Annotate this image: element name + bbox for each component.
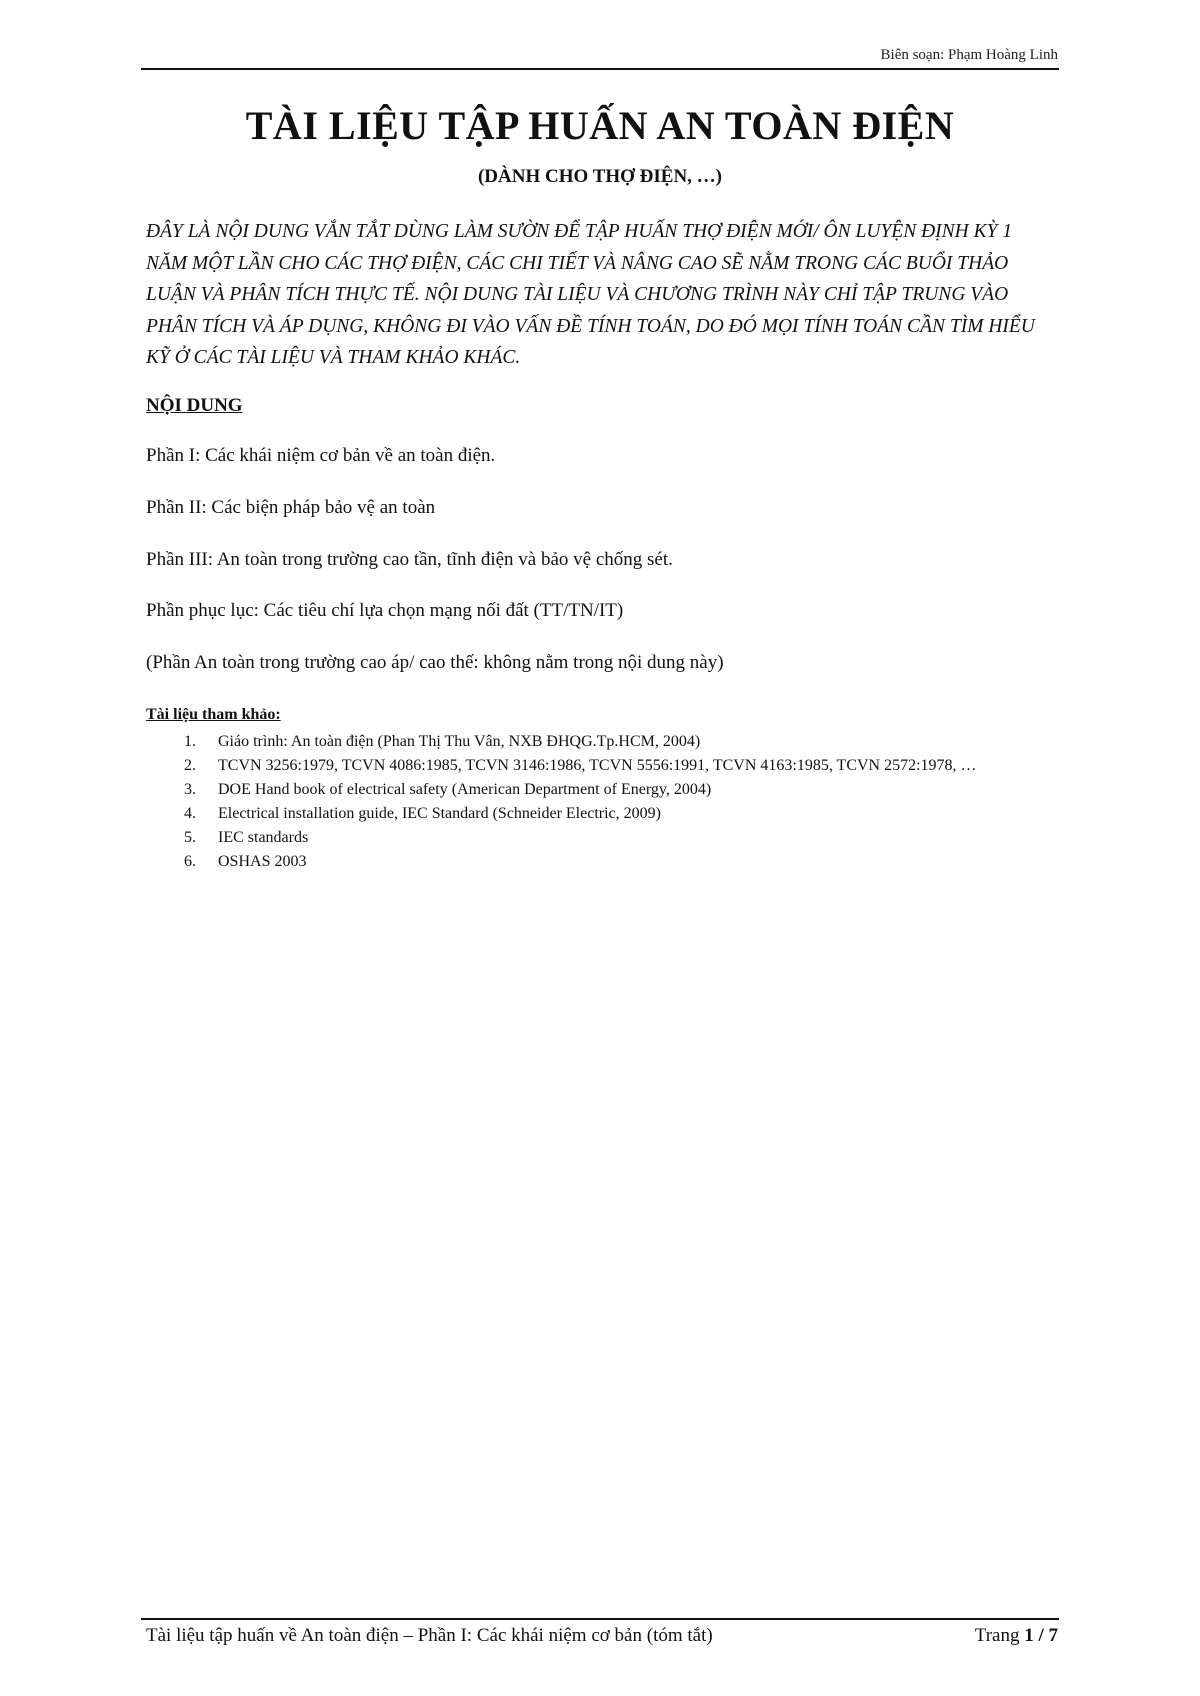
page-separator: /: [1038, 1625, 1044, 1646]
intro-paragraph: ĐÂY LÀ NỘI DUNG VẮN TẮT DÙNG LÀM SƯỜN ĐỂ TẬP HUẤN THỢ ĐIỆN MỚI/ ÔN LUYỆN ĐỊNH KỲ 1 NĂM MỘT LẦN CHO CÁC THỢ ĐIỆN, CÁC CHI TIẾT VÀ NÂNG CAO SẼ NẰM TRONG CÁC BUỔI THẢO LUẬN VÀ PHÂN TÍCH THỰC TẾ. NỘI DUNG TÀI LIỆU VÀ CHƯƠNG TRÌNH NÀY CHỈ TẬP TRUNG VÀO PHÂN TÍCH VÀ ÁP DỤNG, KHÔNG ĐI VÀO VẤN ĐỀ TÍNH TOÁN, DO ĐÓ MỌI TÍNH TOÁN CẦN TÌM HIỂU KỸ Ở CÁC TÀI LIỆU VÀ THAM KHẢO KHÁC.: [146, 221, 1035, 368]
header-divider: [141, 68, 1059, 70]
reference-text: DOE Hand book of electrical safety (American Department of Energy, 2004): [218, 781, 712, 798]
reference-text: Giáo trình: An toàn điện (Phan Thị Thu Vân, NXB ĐHQG.Tp.HCM, 2004): [218, 733, 701, 750]
document-title: TÀI LIỆU TẬP HUẤN AN TOÀN ĐIỆN: [245, 103, 955, 148]
contents-heading: NỘI DUNG: [146, 395, 243, 416]
page-prefix: Trang: [974, 1625, 1020, 1646]
reference-item: [146, 730, 996, 754]
references-list: [146, 730, 996, 874]
current-page: 1: [1024, 1625, 1034, 1646]
reference-text: IEC standards: [218, 829, 309, 846]
reference-item: [146, 850, 996, 874]
contents-item-part-2: Phần II: Các biện pháp bảo vệ an toàn: [146, 497, 436, 518]
document-subtitle: (DÀNH CHO THỢ ĐIỆN, …): [477, 166, 723, 187]
reference-text: TCVN 3256:1979, TCVN 4086:1985, TCVN 3146:1986, TCVN 5556:1991, TCVN 4163:1985, TCVN 2572:1978, …: [218, 757, 977, 774]
reference-item: [146, 778, 996, 802]
contents-item-note: (Phần An toàn trong trường cao áp/ cao thế: không nằm trong nội dung này): [146, 652, 724, 673]
reference-number: 1.: [184, 733, 196, 750]
footer-divider: [141, 1618, 1059, 1620]
reference-number: 6.: [184, 853, 196, 870]
footer-document-title: Tài liệu tập huấn về An toàn điện – Phần I: Các khái niệm cơ bản (tóm tắt): [146, 1625, 713, 1646]
reference-number: 2.: [184, 757, 196, 774]
total-pages: 7: [1048, 1625, 1058, 1646]
reference-item: [146, 754, 996, 778]
contents-item-part-1: Phần I: Các khái niệm cơ bản về an toàn điện.: [146, 445, 496, 466]
header-author: Biên soạn: Phạm Hoàng Linh: [880, 47, 1058, 63]
reference-text: Electrical installation guide, IEC Standard (Schneider Electric, 2009): [218, 805, 661, 822]
reference-text: OSHAS 2003: [218, 853, 307, 870]
reference-item: [146, 802, 996, 826]
contents-item-appendix: Phần phục lục: Các tiêu chí lựa chọn mạng nối đất (TT/TN/IT): [146, 600, 624, 621]
reference-number: 3.: [184, 781, 196, 798]
reference-number: 5.: [184, 829, 196, 846]
reference-item: [146, 826, 996, 850]
reference-number: 4.: [184, 805, 196, 822]
contents-item-part-3: Phần III: An toàn trong trường cao tần, tĩnh điện và bảo vệ chống sét.: [146, 549, 673, 570]
references-heading: Tài liệu tham khảo:: [146, 706, 281, 723]
footer-page-number: [975, 1625, 1058, 1647]
